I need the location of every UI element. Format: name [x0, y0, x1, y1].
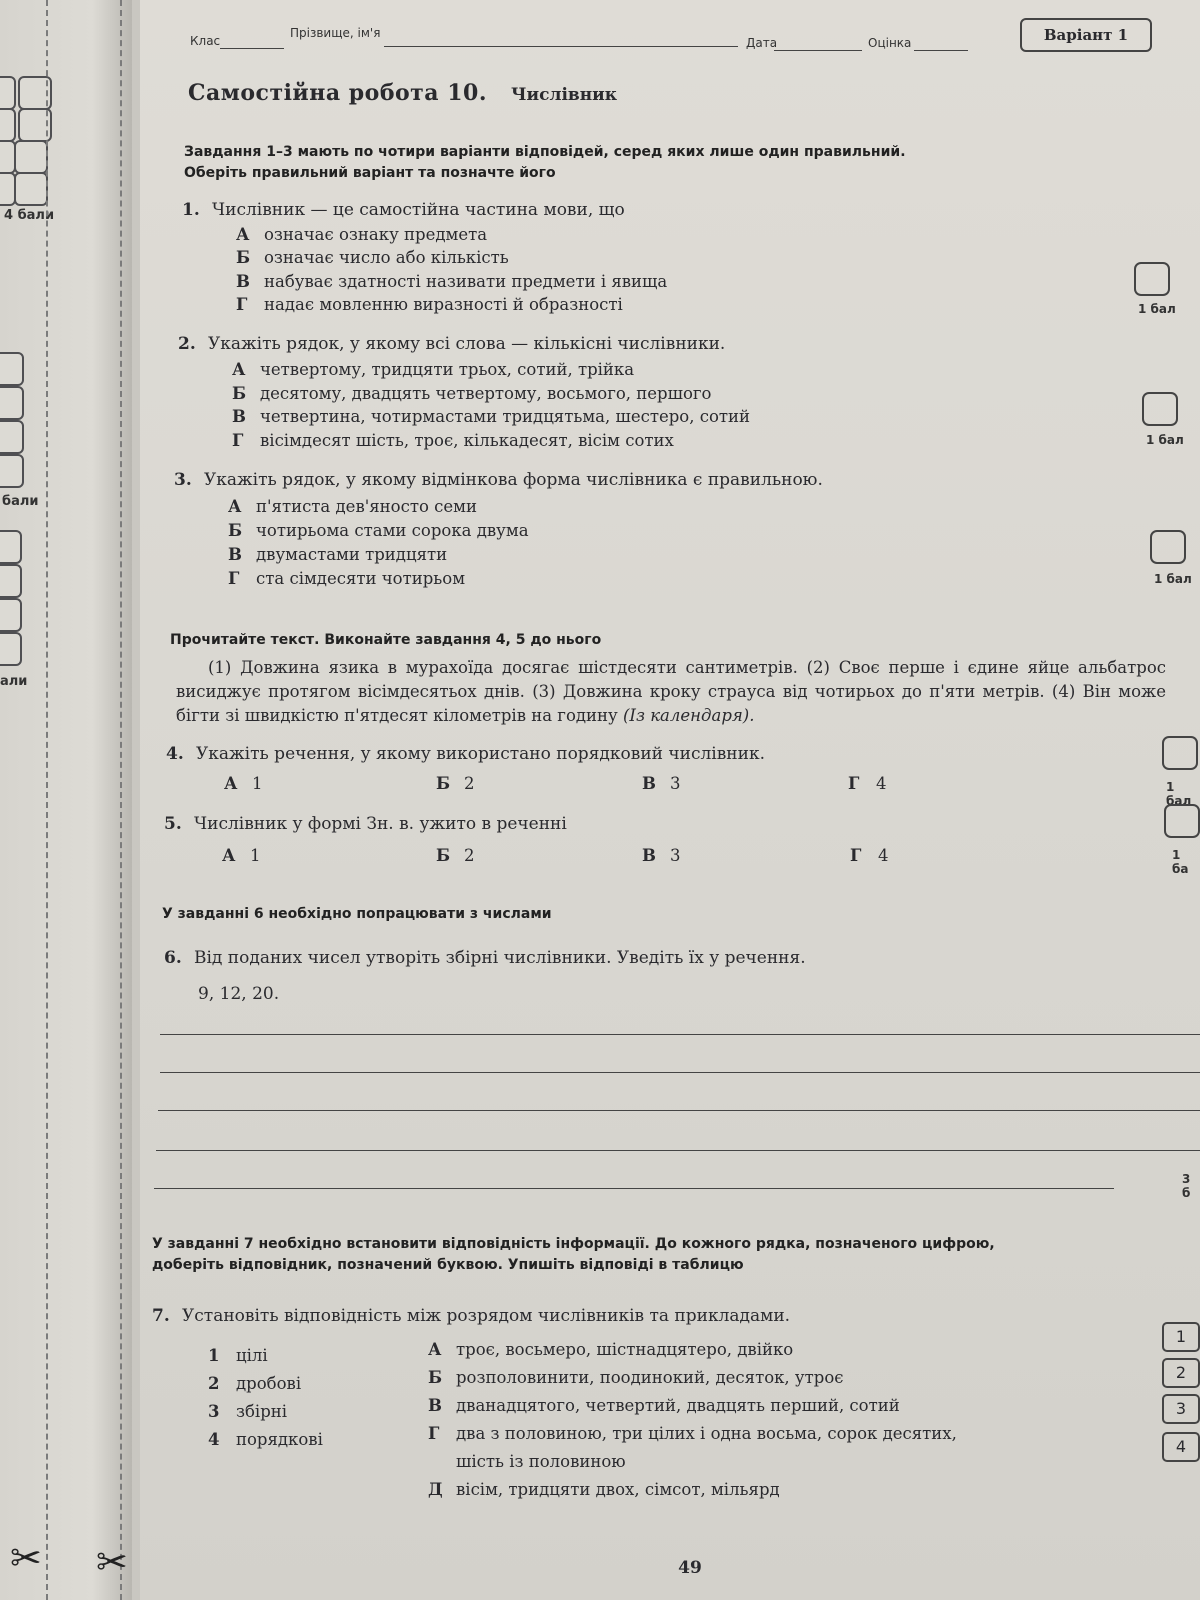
answer-line[interactable] [160, 1034, 1200, 1035]
question-text: Від поданих чисел утворіть збірні числівники. Уведіть їх у речення. [194, 948, 806, 968]
option-text: четвертому, тридцяти трьох, сотий, трійка [260, 360, 635, 379]
strip-answer-box [0, 386, 24, 420]
question-4 [166, 744, 765, 764]
option-letter: А [236, 225, 250, 244]
scissors-icon: ✂ [10, 1536, 42, 1580]
option-d[interactable] [850, 846, 889, 865]
match-text: цілі [236, 1346, 268, 1365]
option-letter: А [222, 846, 236, 865]
option-text: 1 [250, 846, 261, 865]
match-letter: Г [428, 1424, 440, 1443]
option-d[interactable] [236, 295, 623, 314]
match-left-item [208, 1374, 301, 1393]
option-text: чотирьома стами сорока двума [256, 521, 529, 540]
option-letter: А [224, 774, 238, 793]
option-text: означає число або кількість [264, 248, 509, 267]
match-right-item [428, 1452, 626, 1471]
option-a[interactable] [224, 774, 263, 793]
option-b[interactable] [228, 521, 529, 540]
page-number: 49 [678, 1558, 702, 1578]
option-text: 2 [464, 774, 475, 793]
option-a[interactable] [236, 225, 487, 244]
answer-box-5[interactable] [1164, 804, 1200, 838]
instruction-line: доберіть відповідник, позначений буквою. Упишіть відповіді в таблицю [152, 1257, 744, 1273]
option-text: п'ятиста дев'яносто семи [256, 497, 477, 516]
grade-field[interactable] [914, 50, 968, 51]
match-number: 2 [208, 1374, 220, 1393]
instruction-line: У завданні 7 необхідно встановити відповідність інформації. До кожного рядка, позначеного цифрою, [152, 1236, 995, 1252]
strip-answer-box [0, 108, 16, 142]
option-letter: Г [232, 431, 244, 450]
strip-answer-box [0, 420, 24, 454]
answer-box-1[interactable] [1134, 262, 1170, 296]
option-c[interactable] [236, 272, 667, 291]
question-text: Числівник у формі Зн. в. ужито в реченні [194, 814, 567, 834]
match-text: розполовинити, поодинокий, десяток, утроє [456, 1368, 844, 1387]
match-letter: А [428, 1340, 442, 1359]
previous-page-strip [0, 0, 132, 1600]
reading-source: (Із календаря). [623, 706, 755, 725]
question-number: 3. [174, 470, 192, 490]
option-d[interactable] [232, 431, 674, 450]
option-letter: В [642, 846, 656, 865]
question-number: 6. [164, 948, 182, 968]
option-letter: В [232, 407, 246, 426]
title-topic: Числівник [511, 85, 618, 105]
option-letter: В [228, 545, 242, 564]
match-letter: Д [428, 1480, 443, 1499]
option-letter: Г [848, 774, 860, 793]
question-number: 7. [152, 1306, 170, 1326]
reading-instruction: Прочитайте текст. Виконайте завдання 4, 5 до нього [170, 632, 602, 648]
scissors-icon: ✂ [96, 1540, 128, 1584]
option-a[interactable] [222, 846, 261, 865]
strip-answer-box [0, 76, 16, 110]
option-text: 3 [670, 846, 681, 865]
score-label: 1 ба [1172, 848, 1189, 876]
answer-box-3[interactable] [1150, 530, 1186, 564]
answer-line[interactable] [154, 1188, 1114, 1189]
class-label: Клас [190, 34, 221, 48]
match-answer-box-3[interactable]: 3 [1162, 1394, 1200, 1424]
match-letter: В [428, 1396, 442, 1415]
strip-answer-box [14, 140, 48, 174]
title-main: Самостійна робота 10. [188, 80, 487, 106]
option-c[interactable] [232, 407, 750, 426]
match-right-item [428, 1368, 844, 1387]
answer-box-4[interactable] [1162, 736, 1198, 770]
match-answer-box-4[interactable]: 4 [1162, 1432, 1200, 1462]
option-letter: Б [436, 846, 451, 865]
question-7 [152, 1306, 790, 1326]
score-label: 3 б [1182, 1172, 1191, 1200]
option-text: 2 [464, 846, 475, 865]
cut-line [46, 0, 48, 1600]
score-label: 1 бал [1138, 302, 1176, 316]
class-field[interactable] [220, 48, 284, 49]
match-right-item [428, 1340, 793, 1359]
instruction-line: Оберіть правильний варіант та позначте його [184, 165, 556, 181]
answer-box-2[interactable] [1142, 392, 1178, 426]
option-c[interactable] [642, 774, 681, 793]
option-b[interactable] [436, 774, 475, 793]
option-text: двумастами тридцяти [256, 545, 448, 564]
match-text: шість із половиною [456, 1452, 626, 1471]
question-text: Укажіть рядок, у якому всі слова — кількісні числівники. [208, 334, 726, 354]
cut-line [120, 0, 122, 1600]
match-right-item [428, 1424, 957, 1443]
option-d[interactable] [848, 774, 887, 793]
question-number: 1. [182, 200, 200, 220]
match-text: дванадцятого, четвертий, двадцять перший, сотий [456, 1396, 900, 1415]
option-text: означає ознаку предмета [264, 225, 488, 244]
question-text: Укажіть речення, у якому використано порядковий числівник. [196, 744, 765, 764]
option-a[interactable] [228, 497, 477, 516]
reading-text [176, 656, 1166, 728]
option-letter: Б [236, 248, 251, 267]
strip-score-label: 4 бали [4, 208, 55, 223]
strip-answer-box [0, 598, 22, 632]
score-label: 1 бал [1146, 433, 1184, 447]
option-text: надає мовленню виразності й образності [264, 295, 623, 314]
match-text: два з половиною, три цілих і одна восьма, сорок десятих, [456, 1424, 957, 1443]
option-b[interactable] [236, 248, 509, 267]
question-2 [178, 334, 725, 354]
option-text: 3 [670, 774, 681, 793]
option-letter: Г [228, 569, 240, 588]
match-answer-box-1[interactable]: 1 [1162, 1322, 1200, 1352]
name-field[interactable] [384, 46, 738, 47]
question-number: 4. [166, 744, 184, 764]
match-text: порядкові [236, 1430, 323, 1449]
question-text: Установіть відповідність між розрядом числівників та прикладами. [182, 1306, 791, 1326]
option-letter: А [232, 360, 246, 379]
match-letter: Б [428, 1368, 443, 1387]
variant-badge: Варіант 1 [1020, 18, 1152, 52]
strip-answer-box [0, 530, 22, 564]
strip-answer-box [0, 454, 24, 488]
option-letter: В [642, 774, 656, 793]
question-6 [164, 948, 806, 968]
match-text: збірні [236, 1402, 288, 1421]
question-text: Числівник — це самостійна частина мови, що [212, 200, 625, 220]
option-text: 4 [876, 774, 887, 793]
date-field[interactable] [774, 50, 862, 51]
match-number: 4 [208, 1430, 220, 1449]
grade-label: Оцінка [868, 36, 912, 50]
option-letter: Б [232, 384, 247, 403]
strip-answer-box [0, 352, 24, 386]
option-c[interactable] [228, 545, 447, 564]
option-text: набуває здатності називати предмети і явища [264, 272, 668, 291]
option-letter: А [228, 497, 242, 516]
option-text: четвертина, чотирмастами тридцятьма, шестеро, сотий [260, 407, 751, 426]
instructions-1-3 [184, 142, 906, 184]
option-a[interactable] [232, 360, 634, 379]
strip-answer-box [14, 172, 48, 206]
option-text: ста сімдесяти чотирьом [256, 569, 466, 588]
option-letter: Б [228, 521, 243, 540]
option-c[interactable] [642, 846, 681, 865]
instruction-line: Завдання 1–3 мають по чотири варіанти відповідей, серед яких лише один правильний. [184, 144, 906, 160]
answer-line[interactable] [160, 1072, 1200, 1073]
question-5 [164, 814, 567, 834]
strip-answer-box [0, 632, 22, 666]
match-left-item [208, 1430, 323, 1449]
option-text: вісімдесят шість, троє, кількадесят, вісім сотих [260, 431, 674, 450]
page-title [188, 80, 617, 106]
option-letter: Б [436, 774, 451, 793]
task-6-instruction: У завданні 6 необхідно попрацювати з числами [162, 906, 552, 922]
task-7-instruction [152, 1234, 995, 1276]
strip-answer-box [0, 172, 16, 206]
reading-body: (1) Довжина язика в мурахоїда досягає шістдесяти сантиметрів. (2) Своє перше і єдине яйце альбатрос висиджує протягом вісімдесятьох днів. (3) Довжина кроку страуса від чотирьох до п'яти метрів. (4) Він може бігти зі швидкістю п'ятдесят кілометрів на годину [176, 658, 1166, 725]
q6-numbers: 9, 12, 20. [198, 984, 280, 1004]
worksheet-page [96, 0, 1200, 1600]
option-letter: В [236, 272, 250, 291]
question-1 [182, 200, 625, 220]
strip-answer-box [0, 140, 16, 174]
option-text: десятому, двадцять четвертому, восьмого, першого [260, 384, 712, 403]
date-label: Дата [746, 36, 778, 50]
strip-score-label: али [0, 674, 28, 689]
question-number: 5. [164, 814, 182, 834]
match-answer-box-2[interactable]: 2 [1162, 1358, 1200, 1388]
score-label: 1 бал [1166, 780, 1192, 808]
match-text: вісім, тридцяти двох, сімсот, мільярд [456, 1480, 780, 1499]
match-left-item [208, 1346, 268, 1365]
match-text: дробові [236, 1374, 302, 1393]
match-number: 1 [208, 1346, 220, 1365]
answer-line[interactable] [158, 1110, 1200, 1111]
match-right-item [428, 1396, 900, 1415]
answer-line[interactable] [156, 1150, 1200, 1151]
strip-answer-box [0, 564, 22, 598]
name-label: Прізвище, ім'я [290, 26, 381, 40]
match-right-item [428, 1480, 780, 1499]
score-label: 1 бал [1154, 572, 1192, 586]
option-text: 1 [252, 774, 263, 793]
option-text: 4 [878, 846, 889, 865]
question-text: Укажіть рядок, у якому відмінкова форма числівника є правильною. [204, 470, 823, 490]
strip-score-label: бали [2, 494, 39, 509]
option-b[interactable] [436, 846, 475, 865]
option-b[interactable] [232, 384, 711, 403]
option-letter: Г [236, 295, 248, 314]
option-letter: Г [850, 846, 862, 865]
question-3 [174, 470, 823, 490]
match-number: 3 [208, 1402, 220, 1421]
match-text: троє, восьмеро, шістнадцятеро, двійко [456, 1340, 794, 1359]
match-left-item [208, 1402, 287, 1421]
question-number: 2. [178, 334, 196, 354]
option-d[interactable] [228, 569, 465, 588]
